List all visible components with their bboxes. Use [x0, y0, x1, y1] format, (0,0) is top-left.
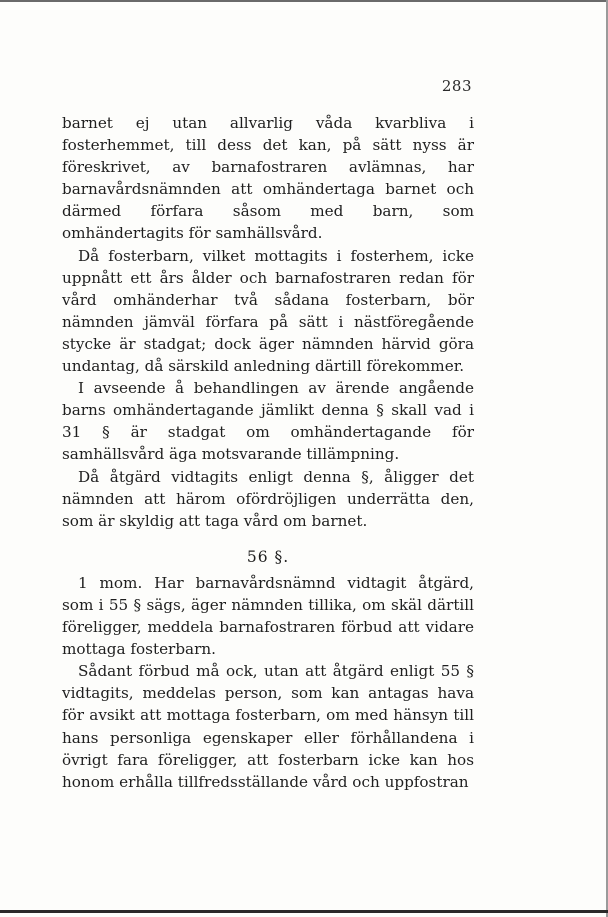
- section-heading: 56 §.: [246, 547, 290, 566]
- paragraph-mom-1: 1 mom. Har barnavårdsnämnd vidtagit åtgärd, som i 55 § sägs, äger nämnden tillika, om skäl därtill föreligger, meddela barnafostraren förbud att vidare mottaga fosterbarn.: [62, 573, 474, 659]
- page-number: 283: [441, 77, 472, 95]
- paragraph: I avseende å behandlingen av ärende angående barns omhändertagande jämlikt denna § skall vad i 31 § är stadgat om omhändertagande för samhällsvård äga motsvarande tillämpning.: [62, 379, 474, 464]
- paragraph: Då åtgärd vidtagits enligt denna §, åligger det nämnden att härom ofördröjligen underrätta den, som är skyldig att taga vård om barnet.: [62, 467, 474, 530]
- paragraph: Då fosterbarn, vilket mottagits i fosterhem, icke uppnått ett års ålder och barnafostraren redan för vård omhänderhar två sådana fosterbarn, bör nämnden jämväl förfara på sätt i nästföregående stycke är stadgat; dock äger nämnden härvid göra undantag, då särskild anledning därtill förekommer.: [62, 246, 474, 376]
- scan-top-edge: [0, 0, 608, 2]
- paragraph-continued: barnet ej utan allvarlig våda kvarbliva i fosterhemmet, till dess det kan, på sätt nyss är föreskrivet, av barnafostraren avlämnas, har barnavårdsnämnden att omhändertaga barnet och därmed förfara såsom med barn, som omhändertagits för samhällsvård.: [62, 114, 474, 243]
- paragraph: Sådant förbud må ock, utan att åtgärd enligt 55 § vidtagits, meddelas person, som kan antagas hava för avsikt att mottaga fosterbarn, om med hänsyn till hans personliga egenskaper eller förhållandena i övrigt fara föreligger, att fosterbarn icke kan hos honom erhålla tillfredsställande vård och uppfostran: [62, 662, 474, 791]
- body-text: [62, 112, 474, 793]
- scan-bottom-edge: [0, 910, 608, 913]
